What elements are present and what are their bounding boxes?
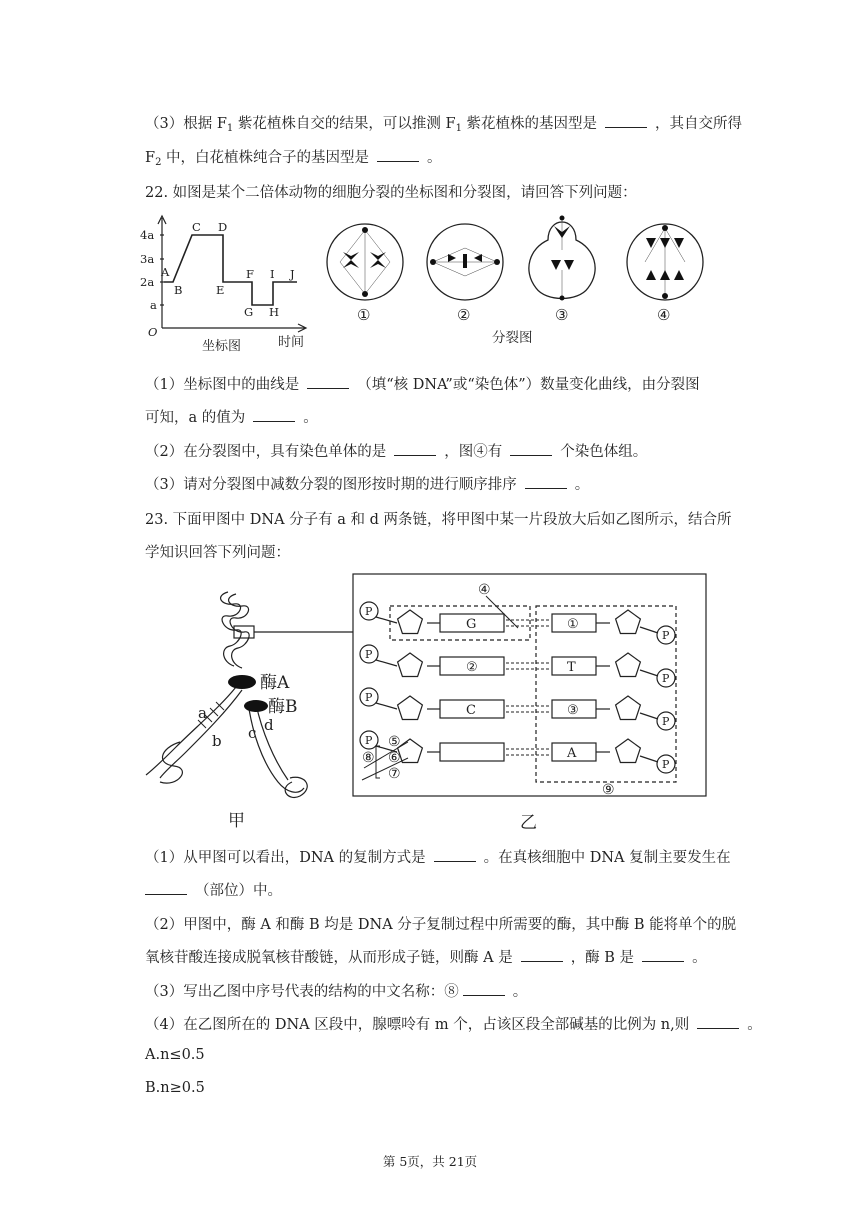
q23-stem-line1: 23. 下面甲图中 DNA 分子有 a 和 d 两条链，将甲图中某一片段放大后如乙图所示，结合所 (145, 512, 732, 528)
marker-6: ⑥ (388, 750, 401, 766)
subscript: 1 (455, 123, 462, 134)
base-left-label: G (466, 617, 477, 632)
answer-blank[interactable] (605, 115, 647, 128)
replication-fork (146, 592, 353, 797)
division-cell-2 (427, 224, 503, 300)
q23-p4 (145, 1013, 762, 1034)
marker-4: ④ (478, 582, 491, 598)
phosphate-left-label: P (365, 734, 373, 747)
division-cell-1 (327, 224, 403, 300)
sugar-phosphate-bond (376, 660, 397, 666)
q23-p2-line1: （2）甲图中，酶 A 和酶 B 均是 DNA 分子复制过程中所需要的酶，其中酶 B 能将单个的脱 (145, 917, 737, 933)
time-label: 时间 (278, 335, 305, 350)
fig-yi-caption: 乙 (520, 813, 537, 833)
text: （3）请对分裂图中减数分裂的图形按时期的进行顺序排序 (145, 477, 517, 493)
page-footer: 第 5页，共 21页 (382, 1154, 478, 1169)
q23-figure (140, 572, 720, 834)
text: 中，白花植株纯合子的基因型是 (161, 150, 370, 166)
cell-label-2: ② (457, 306, 471, 324)
point-D: D (218, 220, 228, 234)
division-cell-4 (627, 224, 703, 300)
answer-blank[interactable] (697, 1016, 739, 1029)
tick-2a: 2a (140, 275, 155, 289)
q23-stem-line2: 学知识回答下列问题： (145, 545, 290, 561)
point-J: J (290, 267, 295, 281)
tick-3a: 3a (140, 252, 155, 266)
deoxyribose-right (616, 653, 641, 677)
phosphate-left-label: P (365, 605, 373, 618)
sugar-phosphate-bond (640, 670, 658, 676)
q22-figure (140, 210, 720, 360)
q23-p2-line2 (145, 946, 707, 967)
point-E: E (216, 283, 225, 297)
text: 。 (747, 1017, 762, 1033)
text: ，酶 B 是 (570, 950, 635, 966)
text: 。 (427, 150, 442, 166)
tick-a: a (150, 298, 157, 312)
enzyme-b-label: 酶B (268, 697, 298, 717)
text: 可知，a 的值为 (145, 410, 246, 426)
text: 。 (692, 950, 707, 966)
phosphate-left-label: P (365, 691, 373, 704)
text: （1）坐标图中的曲线是 (145, 377, 300, 393)
text: 。 (303, 410, 318, 426)
base-right-label: T (567, 660, 576, 675)
base-right-label: ③ (567, 703, 579, 718)
text: （2）在分裂图中，具有染色单体的是 (145, 444, 387, 460)
deoxyribose-left (398, 739, 423, 763)
strand-a: a (198, 704, 207, 722)
phosphate-right-label: P (662, 758, 670, 771)
coordinate-graph (158, 216, 306, 332)
text: ，图④有 (444, 444, 503, 460)
strand-d: d (264, 716, 274, 734)
text: （1）从甲图可以看出，DNA 的复制方式是 (145, 850, 426, 866)
text: （3）根据 F (145, 116, 227, 132)
base-left-label: ② (466, 660, 478, 675)
text: （填“核 DNA”或“染色体”）数量变化曲线，由分裂图 (357, 377, 700, 393)
phosphate-left-label: P (365, 648, 373, 661)
cell-label-4: ④ (657, 306, 671, 324)
marker-9: ⑨ (602, 782, 615, 798)
marker-5: ⑤ (388, 734, 401, 750)
text: （3）写出乙图中序号代表的结构的中文名称：⑧ (145, 984, 459, 1000)
point-G: G (244, 305, 254, 319)
dna-rows (360, 602, 675, 780)
answer-blank[interactable] (307, 376, 349, 389)
deoxyribose-right (616, 610, 641, 634)
deoxyribose-right (616, 739, 641, 763)
q23-option-b[interactable]: B.n≥0.5 (145, 1080, 205, 1096)
text: 。在真核细胞中 DNA 复制主要发生在 (483, 850, 731, 866)
deoxyribose-right (616, 696, 641, 720)
q22-p1-line2 (145, 406, 318, 427)
deoxyribose-left (398, 696, 423, 720)
q21-3-line1 (145, 112, 742, 134)
point-C: C (192, 220, 201, 234)
q23-p1-line2 (145, 879, 282, 900)
answer-blank[interactable] (253, 409, 295, 422)
text: 。 (512, 984, 528, 1000)
text: 紫花植株的基因型是 (461, 116, 598, 132)
base-left-label: C (466, 703, 476, 718)
phosphate-right-label: P (662, 629, 670, 642)
sugar-phosphate-bond (640, 713, 658, 719)
q23-p3 (145, 980, 527, 1001)
marker-7: ⑦ (388, 766, 401, 782)
base-right-label: ① (567, 617, 579, 632)
sugar-phosphate-bond (376, 617, 397, 623)
q21-3-line2 (145, 146, 442, 168)
coord-caption: 坐标图 (202, 339, 242, 354)
fig-jia-caption: 甲 (228, 811, 245, 831)
answer-blank[interactable] (510, 443, 552, 456)
text: ，其自交所得 (655, 116, 743, 132)
marker-8: ⑧ (362, 750, 375, 766)
q23-option-a[interactable]: A.n≤0.5 (145, 1047, 205, 1063)
answer-blank[interactable] (521, 949, 563, 962)
answer-blank[interactable] (525, 476, 567, 489)
cell-label-1: ① (357, 306, 371, 324)
q22-p1-line1 (145, 373, 700, 394)
sugar-phosphate-bond (640, 627, 658, 633)
division-caption: 分裂图 (492, 330, 533, 346)
text: F (145, 150, 156, 166)
q22-p3 (145, 473, 589, 494)
sugar-phosphate-bond (640, 756, 658, 762)
text: 。 (574, 477, 590, 493)
sugar-phosphate-bond (376, 703, 397, 709)
phosphate-right-label: P (662, 672, 670, 685)
enzyme-a-label: 酶A (260, 673, 290, 693)
deoxyribose-left (398, 610, 423, 634)
point-A: A (161, 265, 170, 279)
point-H: H (269, 305, 280, 319)
point-B: B (174, 283, 183, 297)
answer-blank[interactable] (642, 949, 684, 962)
subscript: 1 (226, 123, 234, 134)
q22-p2 (145, 440, 647, 461)
base-left-box (440, 743, 504, 761)
subscript: 2 (155, 157, 162, 168)
text: （4）在乙图所在的 DNA 区段中，腺嘌呤有 m 个，占该区段全部碱基的比例为 n,则 (145, 1017, 690, 1033)
tick-4a: 4a (140, 228, 155, 242)
text: 氧核苷酸连接成脱氧核苷酸链，从而形成子链，则酶 A 是 (145, 950, 513, 966)
q23-p1-line1 (145, 846, 731, 867)
deoxyribose-left (398, 653, 423, 677)
text: 个染色体组。 (560, 444, 648, 460)
answer-blank[interactable] (377, 149, 419, 162)
answer-blank[interactable] (463, 983, 505, 996)
coord-labels (140, 220, 304, 354)
strand-c: c (248, 724, 257, 742)
answer-blank[interactable] (394, 443, 436, 456)
cell-label-3: ③ (555, 306, 569, 324)
text: （部位）中。 (195, 883, 282, 899)
answer-blank[interactable] (145, 882, 187, 895)
phosphate-right-label: P (662, 715, 670, 728)
text: 紫花植株自交的结果，可以推测 F (233, 116, 456, 132)
base-right-label: A (567, 746, 577, 761)
point-F: F (246, 267, 254, 281)
division-cell-3 (529, 216, 595, 301)
point-I: I (270, 267, 275, 281)
q22-stem: 22. 如图是某个二倍体动物的细胞分裂的坐标图和分裂图，请回答下列问题： (145, 185, 637, 201)
answer-blank[interactable] (434, 849, 476, 862)
origin-label: O (148, 325, 158, 339)
strand-b: b (212, 732, 222, 750)
